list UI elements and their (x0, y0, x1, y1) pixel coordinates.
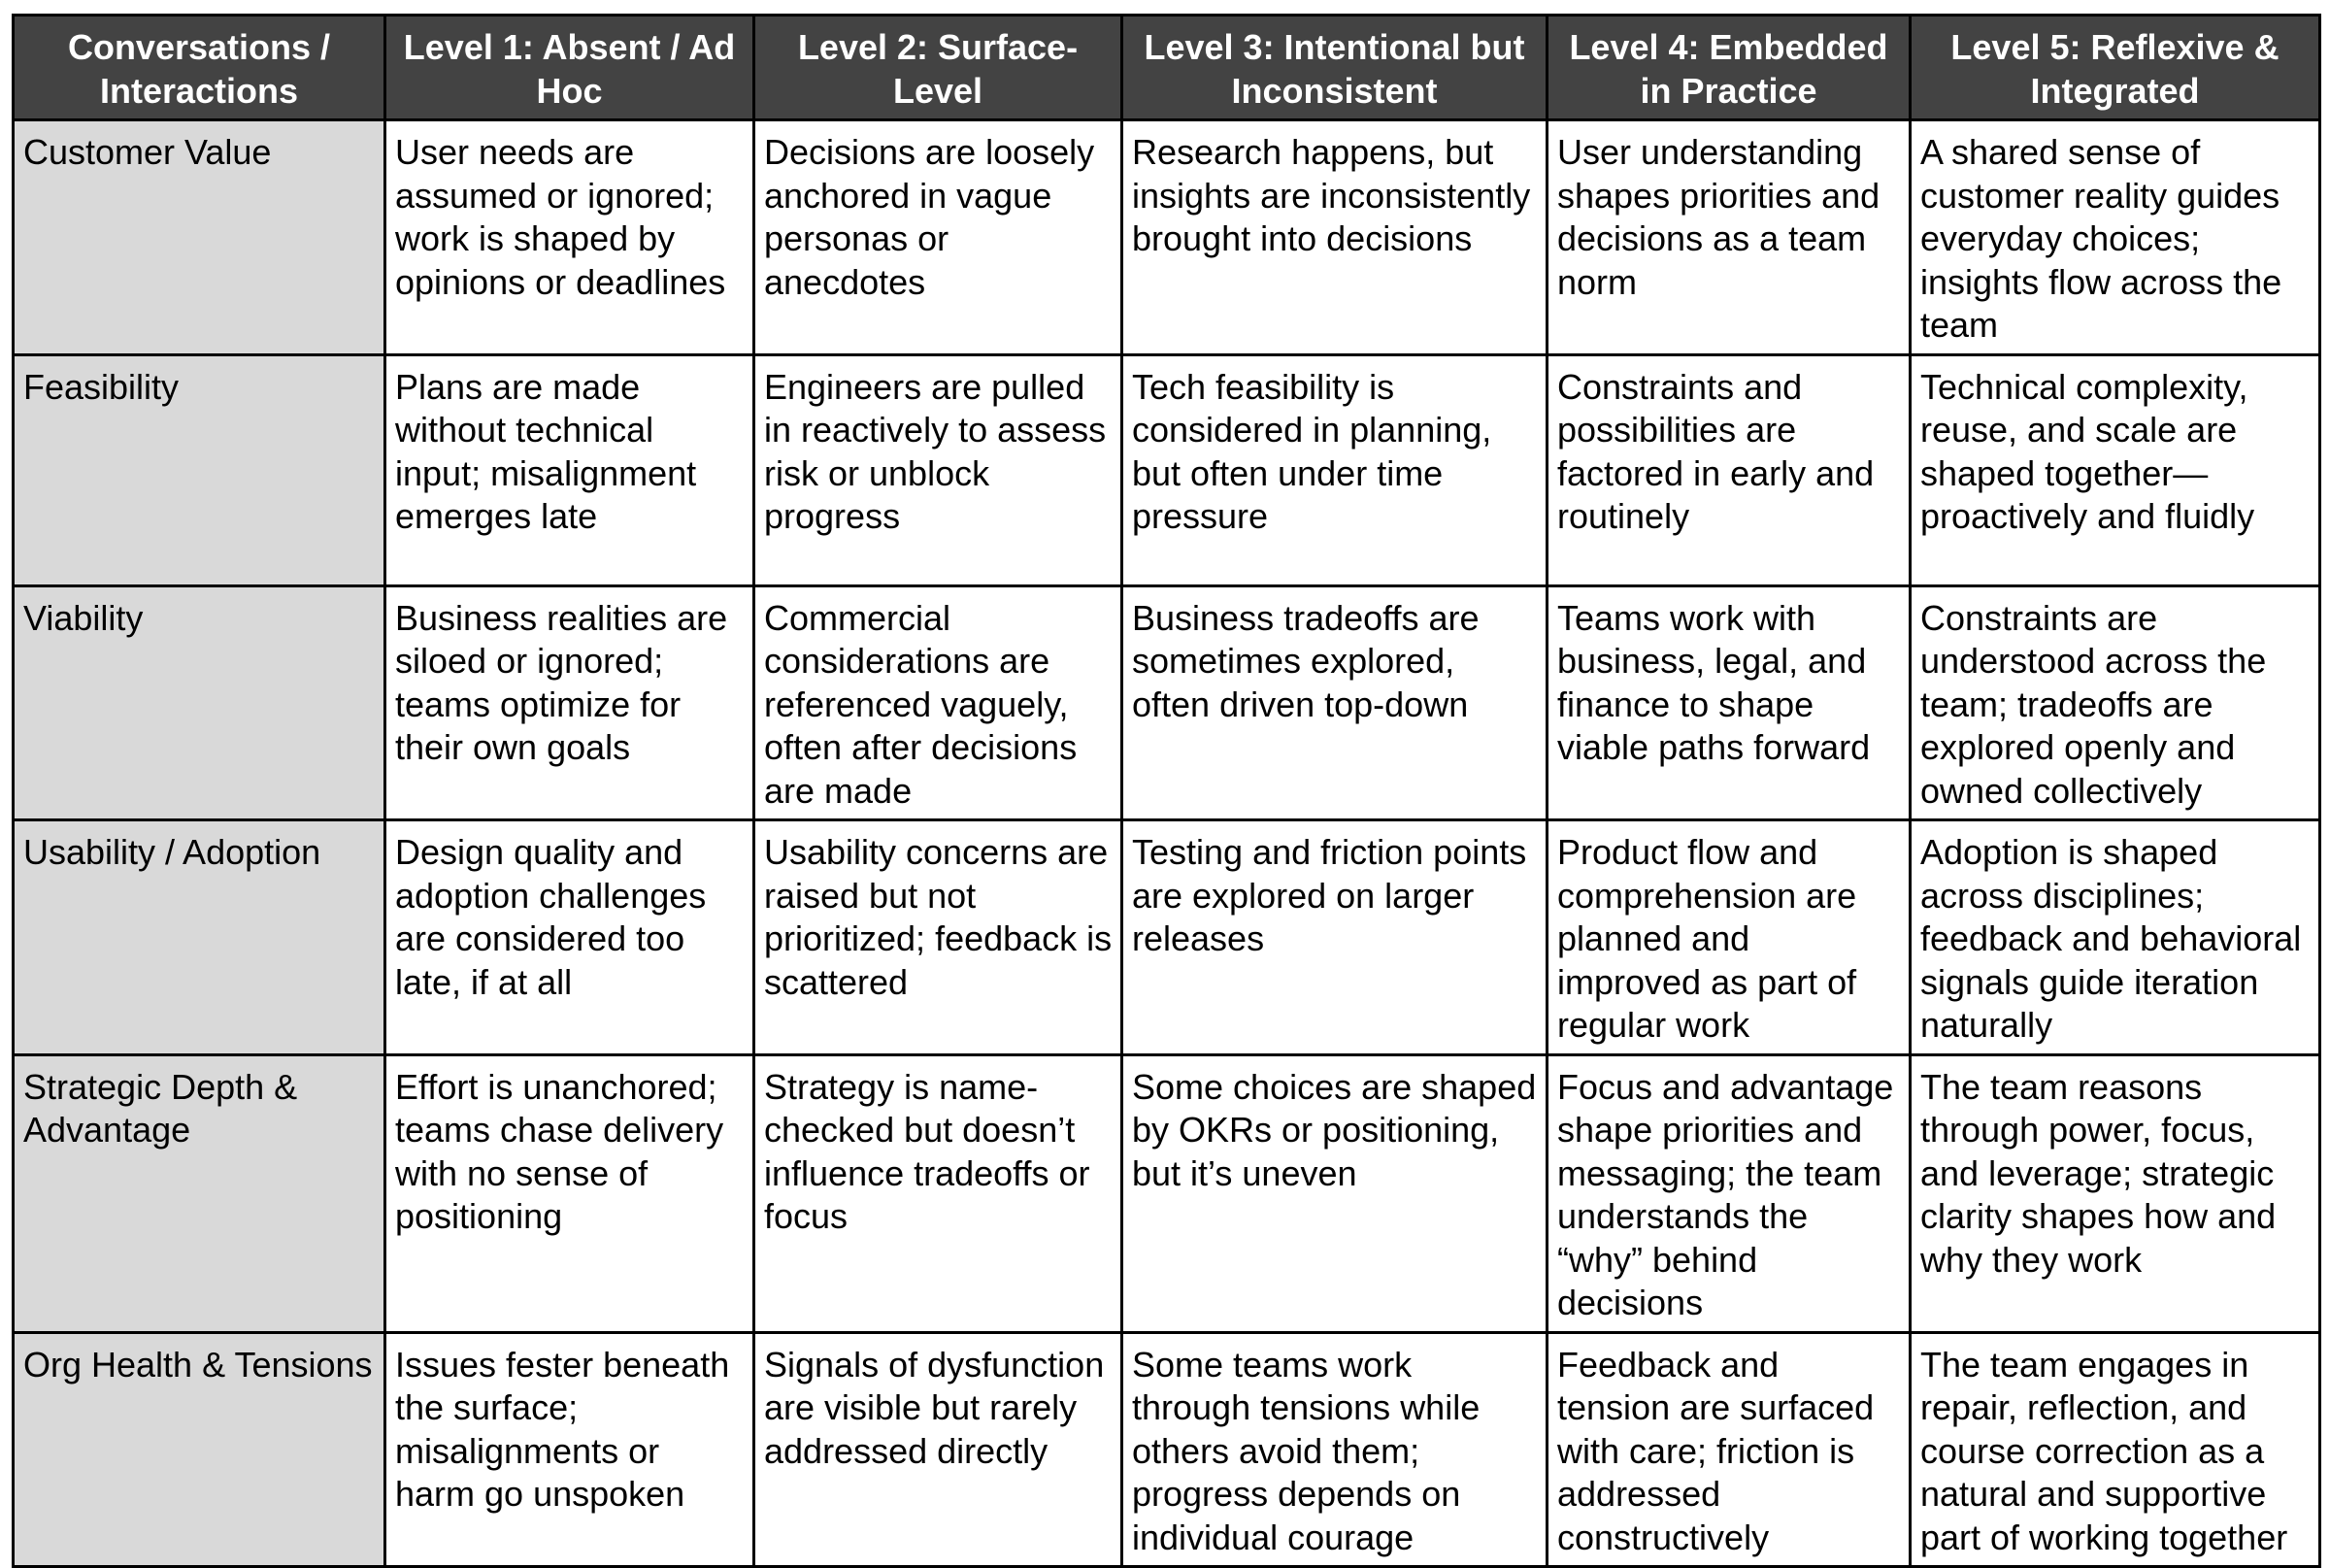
table-cell: Commercial considerations are referenced vaguely, often after decisions are made (754, 585, 1122, 820)
table-cell: Tech feasibility is considered in planning, but often under time pressure (1122, 354, 1548, 585)
table-cell: Strategy is name-checked but doesn’t influence tradeoffs or focus (754, 1054, 1122, 1332)
table-cell: A shared sense of customer reality guides everyday choices; insights flow across the team (1911, 120, 2320, 355)
header-level-4: Level 4: Embedded in Practice (1548, 16, 1911, 120)
table-cell: Engineers are pulled in reactively to assess risk or unblock progress (754, 354, 1122, 585)
table-cell: Product flow and comprehension are planned and improved as part of regular work (1548, 820, 1911, 1055)
row-label-usability-adoption: Usability / Adoption (14, 820, 385, 1055)
row-label-feasibility: Feasibility (14, 354, 385, 585)
header-row (14, 16, 2320, 120)
maturity-table-container (12, 14, 2321, 1568)
table-cell: User needs are assumed or ignored; work is shaped by opinions or deadlines (385, 120, 754, 355)
table-row (14, 354, 2320, 585)
header-conversations: Conversations / Interactions (14, 16, 385, 120)
table-cell: Some teams work through tensions while others avoid them; progress depends on individual courage (1122, 1332, 1548, 1567)
table-cell: Focus and advantage shape priorities and messaging; the team understands the “why” behind decisions (1548, 1054, 1911, 1332)
table-cell: Feedback and tension are surfaced with care; friction is addressed constructively (1548, 1332, 1911, 1567)
header-level-3: Level 3: Intentional but Inconsistent (1122, 16, 1548, 120)
table-row (14, 820, 2320, 1055)
table-cell: Signals of dysfunction are visible but rarely addressed directly (754, 1332, 1122, 1567)
table-cell: Some choices are shaped by OKRs or positioning, but it’s uneven (1122, 1054, 1548, 1332)
table-cell: Constraints are understood across the team; tradeoffs are explored openly and owned collectively (1911, 585, 2320, 820)
table-cell: Research happens, but insights are inconsistently brought into decisions (1122, 120, 1548, 355)
table-cell: Technical complexity, reuse, and scale are shaped together—proactively and fluidly (1911, 354, 2320, 585)
table-cell: Decisions are loosely anchored in vague personas or anecdotes (754, 120, 1122, 355)
header-level-2: Level 2: Surface-Level (754, 16, 1122, 120)
table-cell: Adoption is shaped across disciplines; feedback and behavioral signals guide iteration naturally (1911, 820, 2320, 1055)
row-label-org-health: Org Health & Tensions (14, 1332, 385, 1567)
table-cell: Testing and friction points are explored on larger releases (1122, 820, 1548, 1055)
maturity-model-table (12, 14, 2321, 1568)
table-row (14, 585, 2320, 820)
table-cell: The team engages in repair, reflection, and course correction as a natural and supportive part of working together (1911, 1332, 2320, 1567)
table-cell: Business tradeoffs are sometimes explored, often driven top-down (1122, 585, 1548, 820)
header-level-5: Level 5: Reflexive & Integrated (1911, 16, 2320, 120)
table-cell: Business realities are siloed or ignored; teams optimize for their own goals (385, 585, 754, 820)
header-level-1: Level 1: Absent / Ad Hoc (385, 16, 754, 120)
table-cell: Effort is unanchored; teams chase delivery with no sense of positioning (385, 1054, 754, 1332)
table-row (14, 1332, 2320, 1567)
table-cell: Constraints and possibilities are factored in early and routinely (1548, 354, 1911, 585)
table-cell: Usability concerns are raised but not prioritized; feedback is scattered (754, 820, 1122, 1055)
table-row (14, 1054, 2320, 1332)
table-cell: Issues fester beneath the surface; misalignments or harm go unspoken (385, 1332, 754, 1567)
table-cell: Design quality and adoption challenges are considered too late, if at all (385, 820, 754, 1055)
row-label-customer-value: Customer Value (14, 120, 385, 355)
table-cell: The team reasons through power, focus, and leverage; strategic clarity shapes how and why they work (1911, 1054, 2320, 1332)
row-label-viability: Viability (14, 585, 385, 820)
table-row (14, 120, 2320, 355)
table-cell: Plans are made without technical input; misalignment emerges late (385, 354, 754, 585)
row-label-strategic-depth: Strategic Depth & Advantage (14, 1054, 385, 1332)
table-cell: Teams work with business, legal, and finance to shape viable paths forward (1548, 585, 1911, 820)
table-cell: User understanding shapes priorities and decisions as a team norm (1548, 120, 1911, 355)
